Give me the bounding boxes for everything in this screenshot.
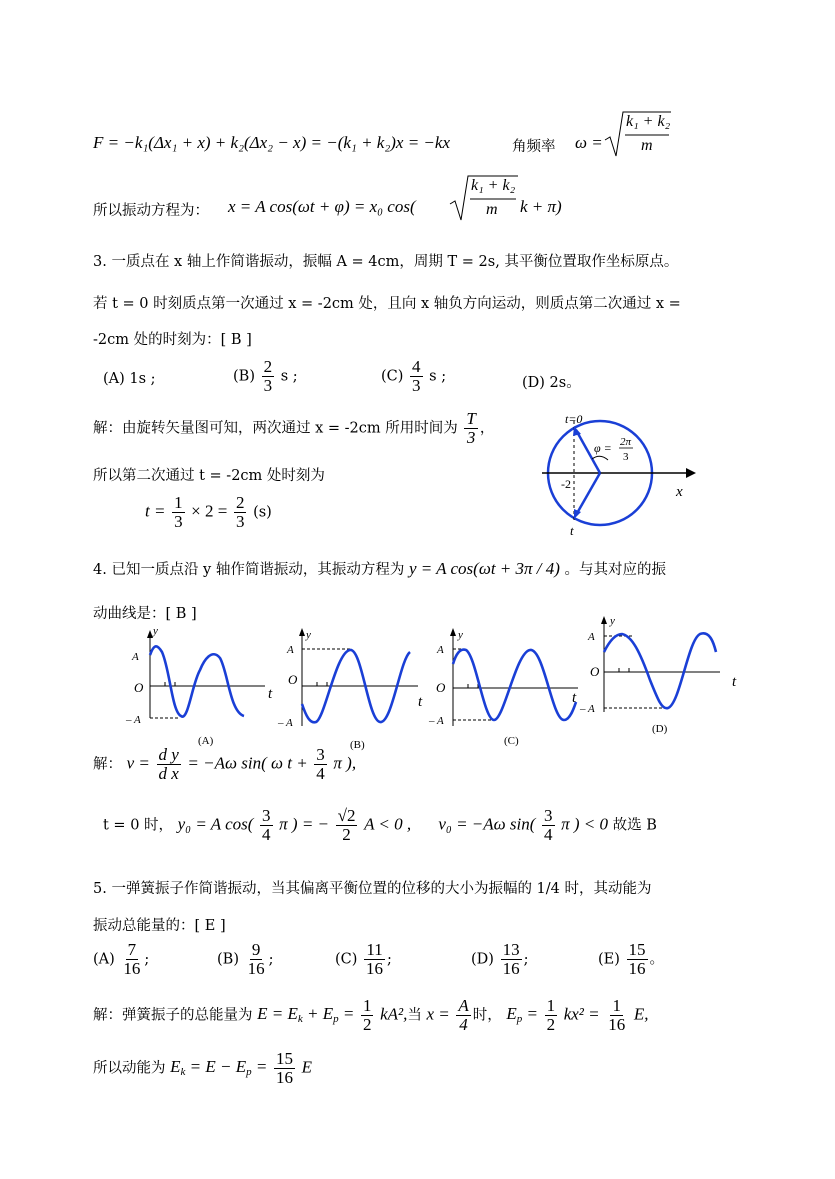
vibration-equation: x = A cos(ωt + φ) = x₀ cos( (228, 197, 416, 216)
svg-text:y: y (306, 629, 311, 641)
graph-d (579, 615, 737, 735)
q3-option-c-label: (C) (381, 368, 404, 385)
q3-option-b (233, 358, 298, 395)
q5-option-d: (D) $\frac{13}{16}$ ; (471, 940, 529, 978)
sqrt-numerator: k₁ + k₂ (471, 177, 516, 194)
q4-sqrt2-fraction: $\frac{√2}{2}$ (337, 806, 356, 844)
svg-text:(D): (D) (652, 723, 668, 735)
angle-arc (592, 456, 608, 460)
sqrt-denominator: m (486, 201, 498, 218)
svg-text:– A: – A (429, 715, 444, 727)
q4-line1-text: 4. 已知一质点沿 y 轴作简谐振动，其振动方程为 (93, 562, 405, 578)
label-phi-den: 3 (623, 451, 629, 463)
label-x: x (676, 484, 683, 500)
svg-text:O: O (288, 672, 298, 687)
q3-option-b-unit: s ; (280, 368, 298, 385)
q3-line1: 3. 一质点在 x 轴上作简谐振动，振幅 A = 4cm，周期 T = 2s, 其平衡位置取作坐标原点。 (93, 254, 679, 270)
svg-text:A: A (132, 651, 139, 663)
svg-text:y: y (610, 615, 615, 627)
q5-kinetic-label: 所以动能为 (93, 1060, 166, 1077)
q3-fraction-2-3: $\frac{2}{3}$ (235, 493, 245, 531)
label-t0: t=0 (565, 412, 583, 426)
q3-unit: (s) (253, 504, 272, 521)
omega-equation (575, 133, 603, 153)
q4-line1 (93, 558, 666, 579)
angular-frequency-label: 角频率 (512, 139, 556, 155)
q5-option-c: (C) $\frac{11}{16}$ ; (335, 940, 392, 978)
label-phi-num: 2π (620, 436, 632, 448)
rotation-vector-diagram (530, 408, 710, 540)
q4-fraction-3-4: $\frac{3}{4}$ (316, 745, 325, 783)
label-minus2: -2 (561, 477, 571, 491)
svg-text:– A: – A (580, 703, 595, 715)
svg-text:A: A (588, 631, 595, 643)
q4-line1-end: 。与其对应的振 (564, 562, 667, 578)
equation-intro: 所以振动方程为： (93, 203, 209, 219)
q5-solution-label: 解：弹簧振子的总能量为 (93, 1007, 253, 1024)
q3-option-a: (A) 1s ; (103, 371, 156, 387)
omega-numerator: k₁ + k₂ (626, 113, 671, 130)
q3-line2: 若 t = 0 时刻质点第一次通过 x = -2cm 处，且向 x 轴负方向运动，则质点第二次通过 x = (93, 296, 681, 312)
q3-line3: -2cm 处的时刻为：[ B ] (93, 332, 252, 348)
graph-a (125, 625, 273, 747)
graph-c (428, 628, 578, 747)
q3-solution-2: 所以第二次通过 t = -2cm 处时刻为 (93, 468, 325, 484)
q5-option-e: (E) $\frac{15}{16}$ 。 (598, 940, 665, 978)
q4-equation: y = A cos(ωt + 3π / 4) (408, 559, 560, 578)
label-phi: φ = (594, 441, 612, 455)
q3-fraction-1-3: $\frac{1}{3}$ (174, 493, 183, 531)
q4-y0-mid: π ) = − (279, 814, 330, 834)
q3-t-equals: t = (145, 501, 166, 521)
svg-text:O: O (436, 680, 446, 695)
q4-velocity: v = (126, 753, 150, 773)
q4-solution-1 (93, 746, 356, 783)
vibration-equation-end: k + π) (520, 197, 562, 216)
svg-text:y: y (153, 625, 158, 637)
q3-option-d: (D) 2s。 (522, 375, 581, 391)
q4-v0-end: π ) < 0 (561, 814, 609, 834)
svg-text:A: A (437, 644, 444, 656)
svg-text:– A: – A (126, 714, 141, 726)
q5-option-a: (A) $\frac{7}{16}$ ; (93, 940, 150, 978)
omega-denominator: m (641, 137, 653, 154)
q4-derivative: $\frac{\text{d y}}{\text{d x}}$ (158, 745, 179, 783)
label-t: t (570, 523, 574, 538)
q3-times-two: × 2 = (191, 501, 228, 521)
q3-solution-1-text: 解：由旋转矢量图可知，两次通过 x = -2cm 所用时间为 (93, 420, 458, 437)
q5-option-b: (B) $\frac{9}{16}$ ; (217, 940, 274, 978)
q3-solution-1: 解：由旋转矢量图可知，两次通过 x = -2cm 所用时间为 $\frac{T}{3}$ ， (93, 409, 495, 447)
q4-solution-2 (103, 807, 657, 844)
omega-symbol: ω = (575, 133, 603, 152)
x-axis-arrow-icon (686, 468, 696, 478)
q4-solution-label: 解： (93, 756, 122, 773)
q4-y0: y₀ = A cos( (177, 814, 254, 834)
q3-solution-1-fraction: $\frac{T}{3}$ (466, 409, 476, 447)
svg-text:t: t (732, 674, 737, 690)
q3-option-b-label: (B) (233, 368, 255, 385)
svg-text:A: A (287, 644, 294, 656)
q3-option-c-fraction: $\frac{4}{3}$ (412, 357, 421, 395)
q4-y0-end: A < 0 , (364, 814, 412, 834)
q5-solution-1: 解：弹簧振子的总能量为 $E = E_k + E_p$ = $\frac{1}{2}$ kA²,当 x = $\frac{A}{4}$ 时， $E_p$ = $\frac{1}{2}$ kx² = $\frac{1}{16}$ E, (93, 996, 649, 1034)
q4-t0-text: t = 0 时， (103, 817, 174, 834)
force-equation: F = −k₁(Δx₁ + x) + k₂(Δx₂ − x) = −(k₁ + k₂)x = −kx (93, 133, 450, 152)
vibration-curve-graphs (120, 612, 760, 752)
q5-line1: 5. 一弹簧振子作简谐振动，当其偏离平衡位置的位移的大小为振幅的 1/4 时，其动能为 (93, 881, 652, 897)
q5-line2: 振动总能量的：[ E ] (93, 918, 226, 934)
q3-option-c-unit: s ; (429, 368, 447, 385)
svg-text:t: t (268, 686, 273, 702)
q4-conclusion: 故选 B (612, 817, 657, 834)
q3-option-c (381, 358, 446, 395)
svg-text:O: O (590, 664, 600, 679)
vector-t (576, 473, 600, 515)
q4-solution-end: π ), (333, 753, 357, 773)
q4-line2: 动曲线是：[ B ] (93, 606, 197, 622)
svg-text:O: O (134, 680, 144, 695)
svg-text:– A: – A (278, 717, 293, 729)
svg-text:(A): (A) (198, 735, 214, 747)
q4-fraction-3-4-b: $\frac{3}{4}$ (262, 806, 271, 844)
q4-fraction-3-4-c: $\frac{3}{4}$ (544, 806, 553, 844)
q3-solution-3 (145, 494, 272, 531)
q3-option-b-fraction: $\frac{2}{3}$ (263, 357, 273, 395)
svg-text:(B): (B) (350, 739, 365, 751)
svg-text:t: t (572, 690, 577, 706)
graph-b (277, 628, 423, 751)
q4-v0: v₀ = −Aω sin( (438, 814, 536, 834)
q4-solution-mid: = −Aω sin( ω t + (187, 753, 308, 773)
svg-text:t: t (418, 694, 423, 710)
q5-solution-2: 所以动能为 $E_k = E - E_p$ = $\frac{15}{16}$ E (93, 1049, 312, 1087)
svg-text:y: y (458, 629, 463, 641)
svg-text:(C): (C) (504, 735, 519, 747)
